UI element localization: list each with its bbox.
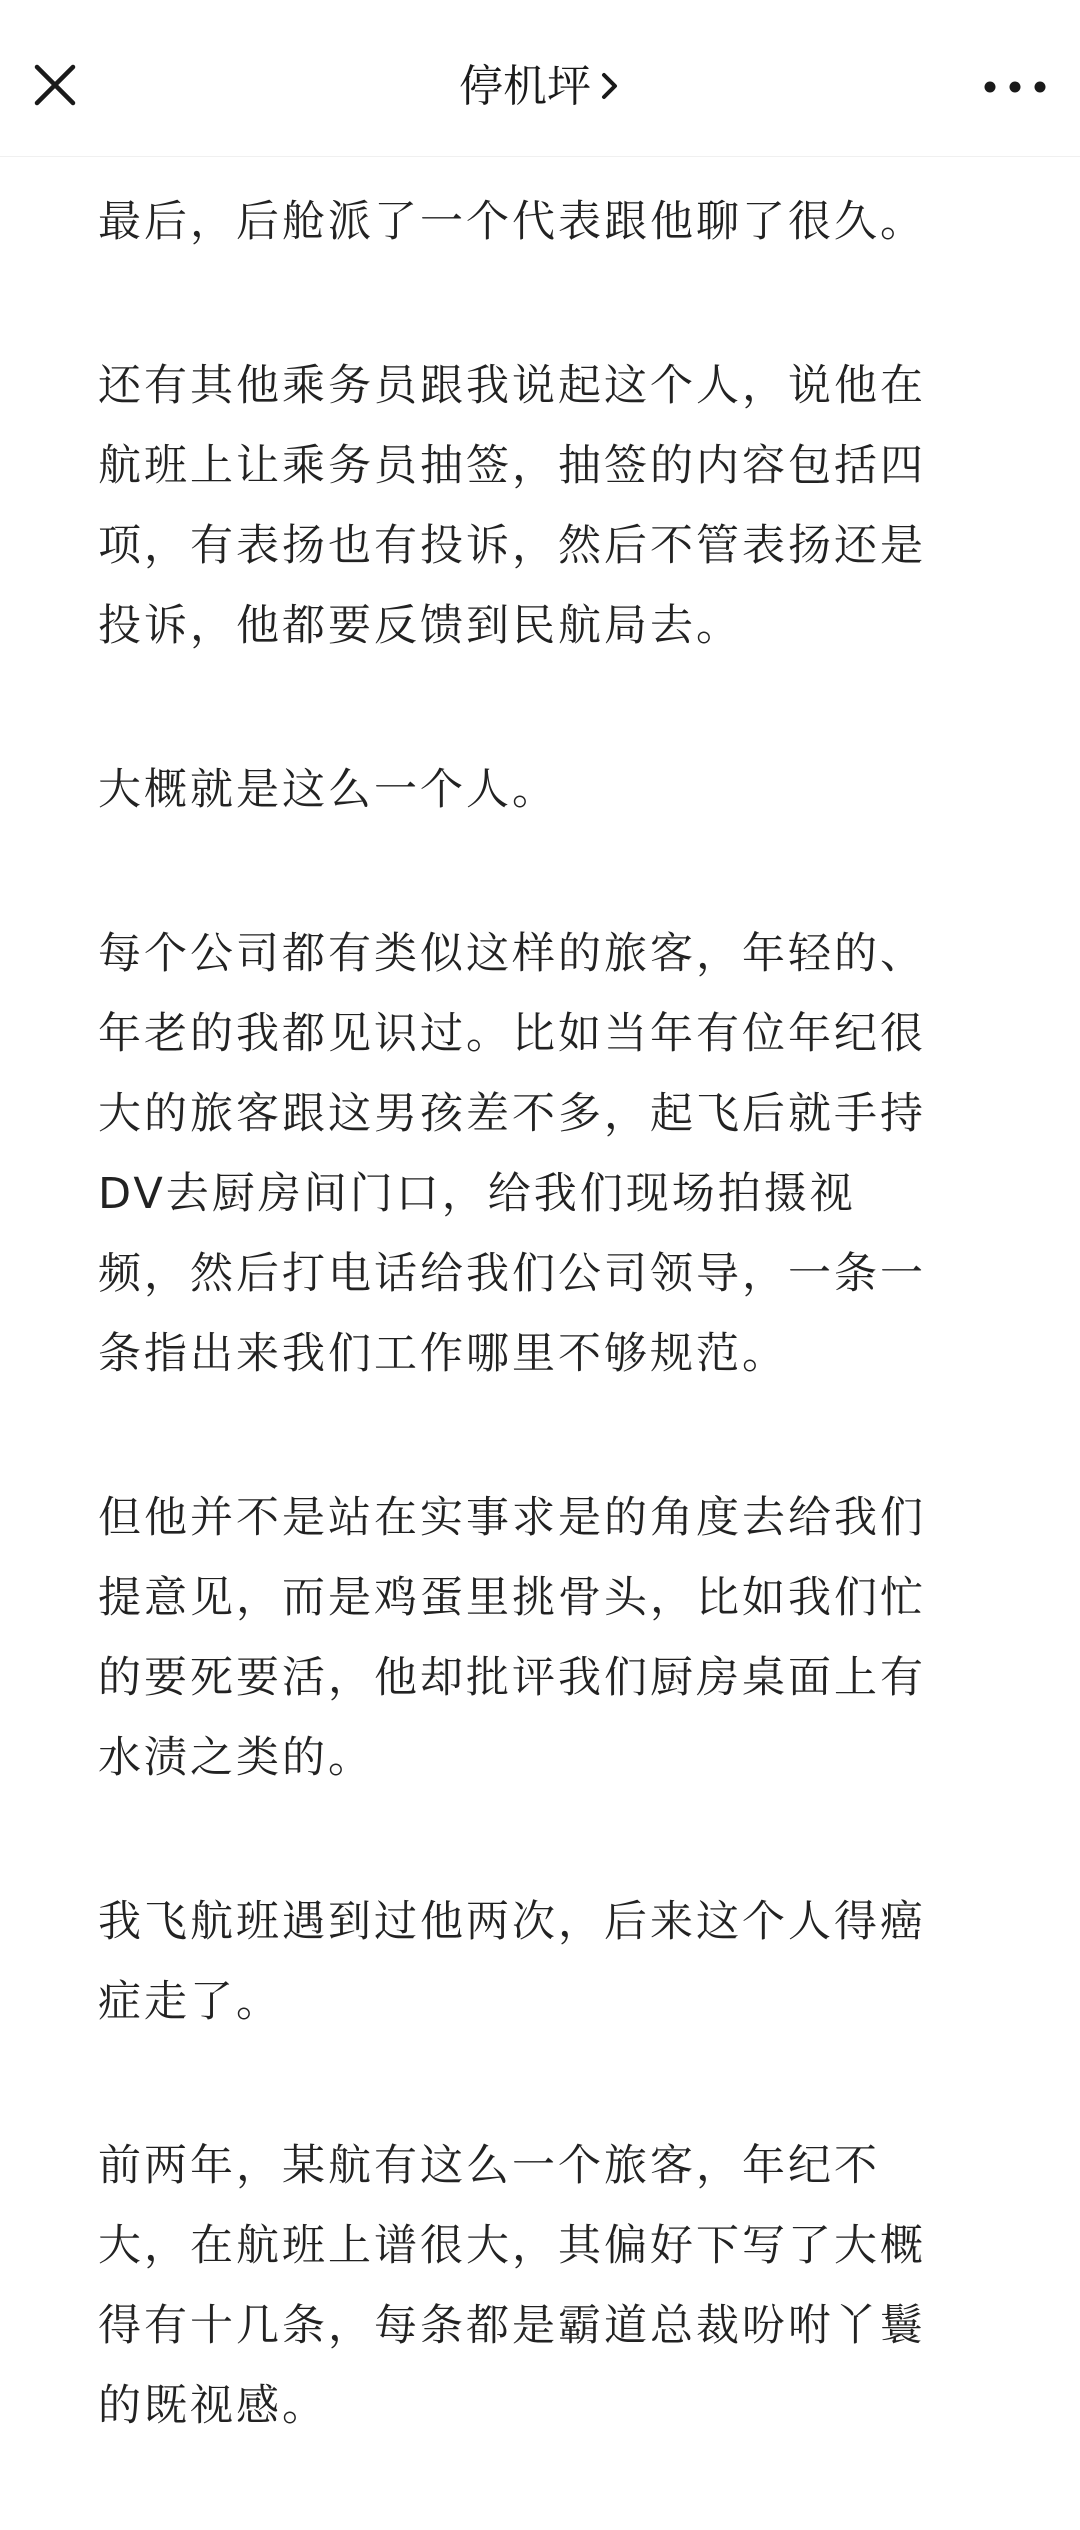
paragraph: 我飞航班遇到过他两次，后来这个人得癌 症走了。	[98, 1897, 926, 2027]
more-horizontal-icon[interactable]	[978, 52, 1052, 122]
paragraph: 但他并不是站在实事求是的角度去给我们 提意见，而是鸡蛋里挑骨头，比如我们忙 的要死要活，他却批评我们厨房桌面上有 水渍之类的。	[98, 1493, 926, 1783]
paragraph: 前两年，某航有这么一个旅客，年纪不 大，在航班上谱很大，其偏好下写了大概 得有十几条，每条都是霸道总裁吩咐丫鬟 的既视感。	[98, 2141, 926, 2431]
paragraph: 每个公司都有类似这样的旅客，年轻的、 年老的我都见识过。比如当年有位年纪很 大的旅客跟这男孩差不多，起飞后就手持 DV去厨房间门口，给我们现场拍摄视 频，然后打电话给我们公司领导，一条一 条指出来我们工作哪里不够规范。	[98, 929, 926, 1379]
paragraph: 最后，后舱派了一个代表跟他聊了很久。	[98, 197, 926, 247]
chevron-right-icon	[599, 54, 621, 124]
paragraph: 还有其他乘务员跟我说起这个人，说他在 航班上让乘务员抽签，抽签的内容包括四 项，有表扬也有投诉，然后不管表扬还是 投诉，他都要反馈到民航局去。	[98, 361, 926, 651]
page-title: 停机坪	[459, 61, 591, 112]
top-bar	[0, 0, 1080, 157]
page-title-link[interactable]	[0, 52, 1080, 122]
article-body	[98, 182, 998, 2530]
paragraph: 大概就是这么一个人。	[98, 765, 558, 815]
